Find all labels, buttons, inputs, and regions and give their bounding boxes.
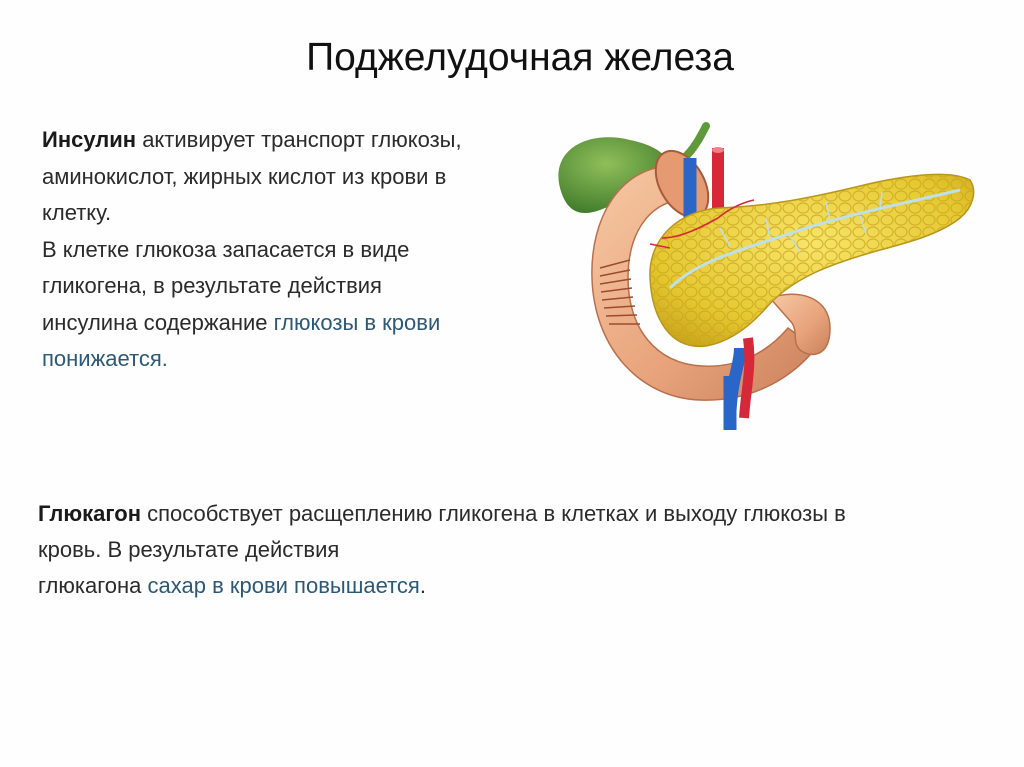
insulin-line-6 bbox=[42, 305, 542, 342]
insulin-line-2: аминокислот, жирных кислот из крови в bbox=[42, 163, 447, 189]
glucagon-line-2: кровь. В результате действия bbox=[38, 537, 340, 562]
insulin-line-3: клетку. bbox=[42, 200, 112, 225]
glucagon-line-3-end: . bbox=[419, 573, 426, 598]
glucagon-line-1 bbox=[38, 496, 998, 532]
insulin-line-1-text: активирует транспорт глюкозы, bbox=[136, 127, 462, 152]
glucagon-paragraph bbox=[38, 496, 998, 604]
insulin-line-6-text: инсулина содержание bbox=[42, 309, 274, 335]
insulin-paragraph bbox=[42, 122, 542, 378]
insulin-highlight-decrease: понижается. bbox=[42, 346, 168, 371]
pancreas-illustration bbox=[530, 118, 990, 434]
pancreas-anatomy-image bbox=[530, 118, 990, 434]
insulin-line-1 bbox=[42, 122, 542, 159]
insulin-line-5: гликогена, в результате действия bbox=[42, 273, 382, 298]
slide-title: Поджелудочная железа bbox=[306, 36, 734, 79]
glucagon-line-3 bbox=[38, 568, 998, 604]
glucagon-line-3-text: глюкагона bbox=[38, 573, 148, 598]
insulin-line-4: В клетке глюкоза запасается в виде bbox=[42, 236, 410, 262]
glucagon-highlight-increase: сахар в крови повышается bbox=[147, 573, 420, 598]
glucagon-term: Глюкагон bbox=[38, 501, 141, 526]
insulin-term: Инсулин bbox=[42, 127, 137, 152]
insulin-highlight-glucose: глюкозы в крови bbox=[273, 309, 441, 335]
glucagon-line-1-text: способствует расщеплению гликогена в клетках и выходу глюкозы в bbox=[141, 501, 846, 526]
